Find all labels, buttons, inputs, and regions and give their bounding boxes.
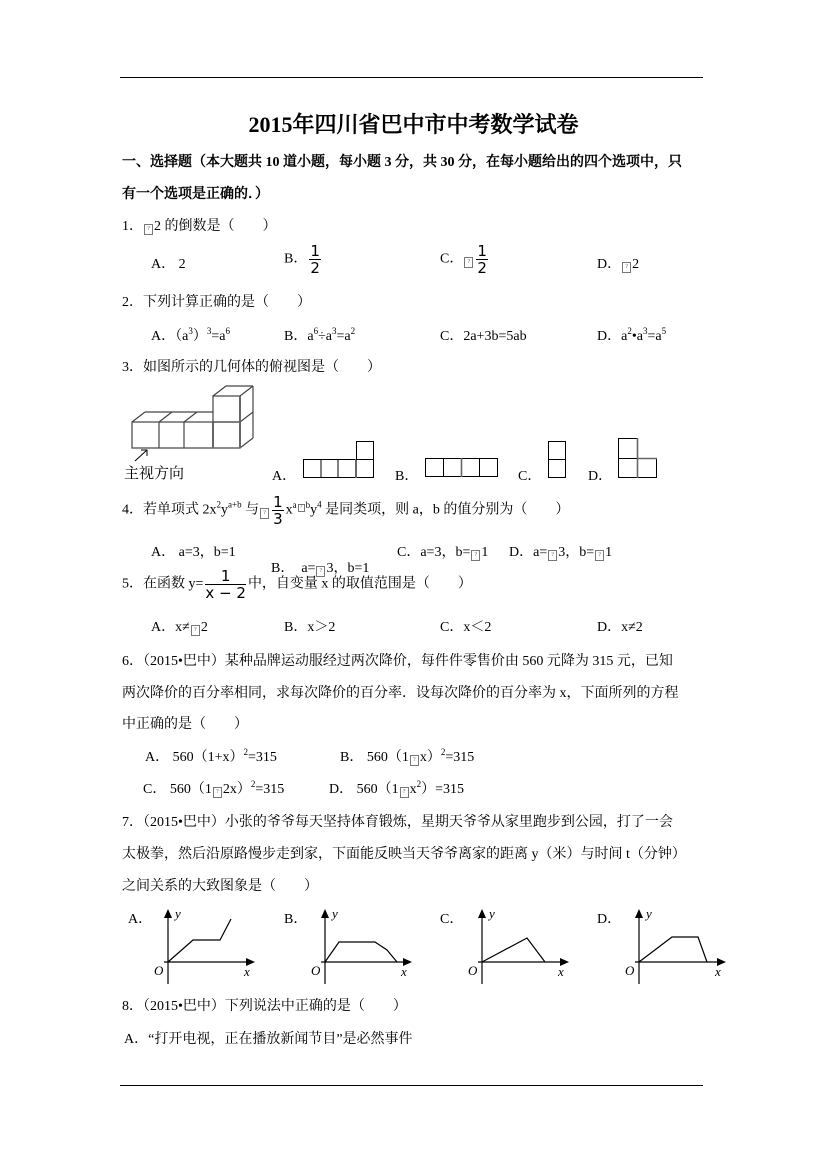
question-7-line1: 7．（2015•巴中）小张的爷爷每天坚持体育锻炼，星期天爷爷从家里跑步到公园，打了一会 [122,815,673,830]
question-2-option-a[interactable]: A．$(a^3)^3=a^6$ [151,326,230,344]
missing-glyph-icon: ? [191,625,200,636]
question-2-option-c[interactable]: C．2a+3b=5ab [440,329,527,344]
y-axis-arrow-icon [478,909,486,918]
question-2-option-b[interactable]: B．$a^6\div a^3=a^2$ [284,326,356,344]
missing-glyph-icon: ? [144,224,153,235]
missing-glyph-icon: ? [410,755,419,766]
question-7-option-b-graph [310,907,410,987]
question-6-option-b[interactable]: B． 560（1 ? x）$^2$=315 [340,747,475,765]
question-7-option-b-label[interactable]: B． [284,912,308,927]
question-3-option-d-label[interactable]: D． [588,469,613,484]
question-1-option-c[interactable]: C． ? $\frac{1}{2}$ [440,242,487,277]
y-axis-label: y [489,906,495,921]
question-3-option-a-label[interactable]: A． [272,469,297,484]
question-5-stem: 5．在函数 y= $\frac{1}{x - 2}$ 中，自变量 x 的取值范围是（ ） [122,567,472,602]
question-7-option-d-label[interactable]: D． [597,912,622,927]
question-5-option-a[interactable]: A．x≠ ? 2 [151,620,208,635]
y-axis-arrow-icon [321,909,329,918]
origin-label: O [625,963,635,978]
question-3-option-c-label[interactable]: C． [518,469,542,484]
y-axis-arrow-icon [635,909,643,918]
fraction: $\frac{1}{x - 2}$ [205,567,246,602]
x-axis-label: x [401,964,407,979]
question-7-option-c-graph [467,907,567,987]
solid-figure [132,388,262,460]
question-6-line1: 6．（2015•巴中）某种品牌运动服经过两次降价，每件件零售价由 560 元降为 315 元，已知 [122,654,673,669]
question-3-option-b-label[interactable]: B． [395,469,419,484]
origin-label: O [311,963,321,978]
x-axis-label: x [244,964,250,979]
missing-glyph-icon: ? [622,262,631,273]
question-6-option-d[interactable]: D． 560（1 ? $x^2)=315$ [329,779,465,797]
view-direction-arrow-icon [134,448,150,462]
distance-time-line [482,938,545,962]
missing-glyph-icon: ? [471,550,480,561]
question-1-option-a[interactable]: A． 2 [151,257,186,272]
question-6-line3: 中正确的是（ ） [122,717,248,732]
section-heading-line1: 一、选择题（本大题共 10 道小题，每小题 3 分，共 30 分，在每小题给出的四个选项中，只 [122,155,682,170]
question-8-stem: 8．（2015•巴中）下列说法中正确的是（ ） [122,999,407,1014]
missing-glyph-icon: ? [316,566,325,577]
y-axis-label: y [175,906,181,921]
distance-time-line [168,919,231,962]
fraction: $\frac{1}{2}$ [477,242,487,277]
missing-glyph-icon: ? [213,787,222,798]
fraction: $\frac{1}{2}$ [310,242,320,277]
origin-label: O [468,963,478,978]
question-3-option-d-view [618,438,660,480]
question-7-option-d-graph [624,907,724,987]
question-4-option-d[interactable]: D．a= ? 3，b= ? 1 [509,545,613,560]
question-6-option-c[interactable]: C． 560（1 ? 2x）$^2$=315 [143,779,285,797]
question-3-option-c-view [548,441,568,479]
question-5-option-b[interactable]: B．x＞2 [284,620,336,635]
x-axis-label: x [715,964,721,979]
question-2-stem: 2．下列计算正确的是（ ） [122,295,311,310]
origin-label: O [154,963,164,978]
missing-glyph-icon: ? [260,508,269,519]
y-axis-arrow-icon [164,909,172,918]
question-1-stem: 1． ? 2 的倒数是（ ） [122,219,277,234]
question-5-option-c[interactable]: C．x＜2 [440,620,492,635]
question-3-option-b-view [425,458,499,478]
y-axis-label: y [646,906,652,921]
cube-front-row [132,422,240,448]
question-2-option-d[interactable]: D．$a^2•a^3=a^5$ [597,326,667,344]
question-7-line2: 太极拳，然后沿原路慢步走到家，下面能反映当天爷爷离家的距离 y（米）与时间 t（分钟） [122,847,686,862]
x-axis-label: x [558,964,564,979]
question-1-option-d[interactable]: D． ? 2 [597,257,640,272]
y-axis-label: y [332,906,338,921]
page-title: 2015年四川省巴中市中考数学试卷 [248,112,579,137]
question-7-option-c-label[interactable]: C． [440,912,464,927]
missing-glyph-icon: ? [400,787,409,798]
question-4-option-a[interactable]: A． a=3，b=1 [151,545,236,560]
distance-time-line [325,942,397,962]
section-heading-line2: 有一个选项是正确的．） [122,187,269,202]
question-3-option-a-view [303,441,375,479]
question-5-option-d[interactable]: D．x≠2 [597,620,643,635]
header-rule [120,77,703,78]
question-7-option-a-graph [153,907,253,987]
question-3-stem: 3．如图所示的几何体的俯视图是（ ） [122,360,381,375]
fraction: $\frac{1}{3}$ [273,493,283,528]
missing-glyph-icon: ? [548,550,557,561]
distance-time-line [639,937,707,962]
question-7-line3: 之间关系的大致图象是（ ） [122,879,318,894]
question-4-option-b[interactable]: B． a= ? 3，b=1 [271,561,370,576]
footer-rule [120,1085,703,1086]
view-direction-caption: 主视方向 [124,464,185,482]
question-7-option-a-label[interactable]: A． [128,912,153,927]
question-4-stem: 4．若单项式 $2x^2y^{a+b}$ 与 ? $\frac{1}{3}$ $x^{a ? b}y^4$ 是同类项，则 a，b 的值分别为（ ） [122,493,570,528]
question-8-option-a[interactable]: A．“打开电视，正在播放新闻节目”是必然事件 [124,1032,413,1047]
question-4-option-c[interactable]: C．a=3，b= ? 1 [397,545,489,560]
question-1-option-b[interactable]: B． $\frac{1}{2}$ [284,242,320,277]
question-6-line2: 两次降价的百分率相同，求每次降价的百分率．设每次降价的百分率为 x，下面所列的方程 [122,686,679,701]
missing-glyph-icon: ? [298,504,305,512]
missing-glyph-icon: ? [595,550,604,561]
question-6-option-a[interactable]: A． $560(1+x)^2=315$ [145,747,277,765]
missing-glyph-icon: ? [464,257,473,268]
